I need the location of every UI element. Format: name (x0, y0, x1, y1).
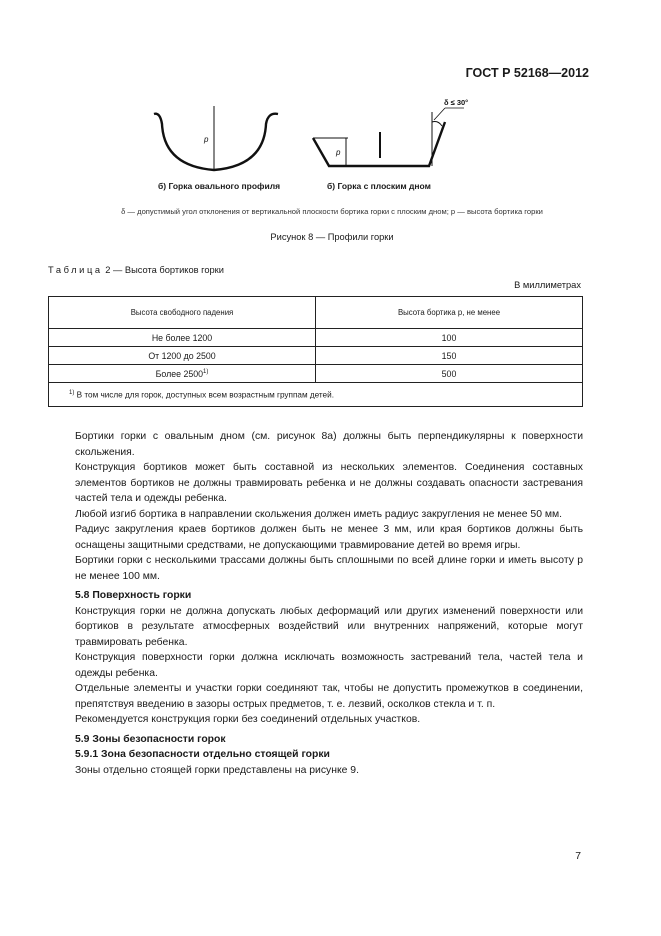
table-row: От 1200 до 2500 150 (49, 347, 583, 365)
height-table (48, 296, 583, 407)
flat-height-label: p (336, 148, 341, 157)
figure-caption-b: б) Горка с плоским дном (327, 181, 431, 191)
paragraph: Конструкция поверхности горки должна исключать возможность застреваний тела, частей тела и одежды ребенка. (75, 652, 583, 679)
oval-profile-shape (154, 114, 278, 170)
paragraph: Бортики горки с овальным дном (см. рисунок 8а) должны быть перпендикулярны к поверхности скольжения. (75, 431, 583, 458)
table-units: В миллиметрах (514, 280, 581, 290)
angle-label: δ ≤ 30° (444, 98, 469, 107)
paragraph: Любой изгиб бортика в направлении скольжения должен иметь радиус закругления не менее 50 мм. (75, 508, 563, 520)
paragraph: Зоны отдельно стоящей горки представлены на рисунке 9. (75, 764, 359, 776)
col-header-border-height: Высота бортика p, не менее (316, 297, 583, 329)
paragraph: Конструкция горки не должна допускать любых деформаций или других изменений поверхности или бортиков в результате атмосферных воздействий или внутренних напряжений, которые могут травмировать ребенка. (75, 605, 583, 648)
paragraph: Рекомендуется конструкция горки без соединений отдельных участков. (75, 714, 421, 725)
body-text (75, 429, 583, 778)
section-heading-5-9-1: 5.9.1 Зона безопасности отдельно стоящей горки (75, 749, 330, 760)
figure-legend: δ — допустимый угол отклонения от вертикальной плоскости бортика горки с плоским дном; p — высота бортика горки (121, 207, 543, 216)
paragraph: Радиус закругления краев бортиков должен быть не менее 3 мм, или края бортиков должны быть оснащены защитными средствами, не допускающими травмирование детей во время игры. (75, 524, 583, 551)
paragraph: Отдельные элементы и участки горки соединяют так, чтобы не допустить промежутков в соединении, препятствуя введению в зазоры острых предметов, т. е. лезвий, осколков стекла и т. п. (75, 683, 583, 710)
paragraph: Конструкция бортиков может быть составной из нескольких элементов. Соединения составных элементов бортиков не должны травмировать ребенка и не должны создавать опасности застревания частей тела и одежды ребенка. (75, 462, 583, 504)
page-number: 7 (575, 851, 581, 862)
table-header-row (49, 297, 583, 329)
table-title: Таблица 2 — Высота бортиков горки (48, 265, 224, 275)
figure-title: Рисунок 8 — Профили горки (270, 232, 394, 242)
table-footnote-row (49, 383, 583, 407)
col-header-fall-height: Высота свободного падения (49, 297, 316, 329)
standard-number: ГОСТ Р 52168—2012 (465, 66, 589, 80)
table-footnote: $^{1)}$ В том числе для горок, доступных всем возрастным группам детей. (49, 383, 583, 407)
figure-caption-a: б) Горка овального профиля (158, 181, 281, 191)
section-heading-5-9: 5.9 Зоны безопасности горок (75, 733, 226, 745)
section-heading-5-8: 5.8 Поверхность горки (75, 590, 192, 601)
table-row: Более 2500$^{1)}$ 500 (49, 365, 583, 383)
paragraph: Бортики горки с несколькими трассами должны быть сплошными по всей длине горки и иметь высоту p не менее 100 мм. (75, 555, 583, 582)
table-row: Не более 1200 100 (49, 329, 583, 347)
slide-profiles-figure (148, 92, 478, 188)
oval-height-label: p (204, 135, 209, 144)
